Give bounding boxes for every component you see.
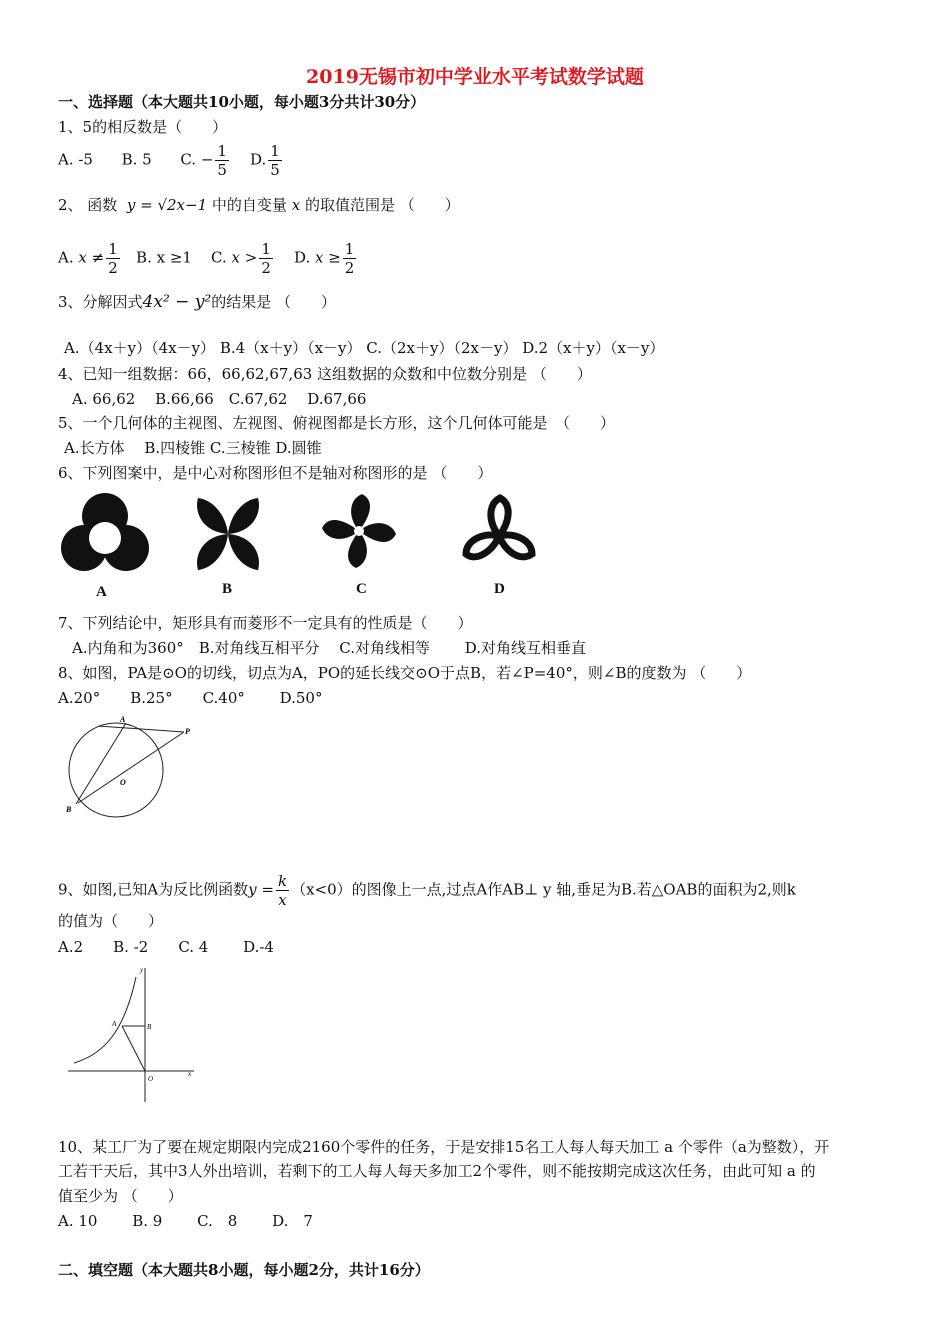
q3-options: A.（4x＋y）（4x－y） B.4（x＋y）（x－y） C.（2x＋y）（2x－y） D.2（x＋y）（x－y）: [64, 339, 665, 357]
q2-options: A. x ≠ $\frac{1}{2}$ B. x ≥1 C. x > $\frac{1}{2}$ D. x ≥ $\frac{1}{2}$: [58, 240, 355, 277]
q6-figure-a: [60, 490, 150, 580]
point-label-p: P: [185, 727, 190, 736]
q4-stem: 4、已知一组数据：66，66,62,67,63 这组数据的众数和中位数分别是 （ ）: [58, 365, 592, 383]
q10-line3: 值至少为 （ ）: [58, 1187, 183, 1205]
q6-figure-d: [458, 492, 540, 572]
fraction: $\frac{1}{2}$: [344, 240, 355, 277]
fraction: $\frac{k}{x}$: [277, 872, 288, 909]
q2-function: y = √2x−1: [126, 196, 208, 214]
fraction: $\frac{1}{5}$: [217, 142, 227, 179]
point-label-b: B: [147, 1023, 152, 1031]
point-label-a: A: [120, 715, 126, 724]
q9-stem-line2: 的值为（ ）: [58, 912, 164, 930]
q1-option-c-sign: −: [200, 150, 214, 169]
q5-stem: 5、一个几何体的主视图、左视图、俯视图都是长方形，这个几何体可能是 （ ）: [58, 414, 616, 432]
axis-label-y: y: [140, 966, 144, 974]
q6-label-b: B: [222, 581, 233, 597]
axis-label-x: x: [188, 1070, 192, 1078]
fraction: $\frac{1}{2}$: [261, 240, 271, 277]
q6-label-c: C: [356, 581, 367, 597]
q9-options: A.2 B. -2 C. 4 D.-4: [58, 938, 274, 956]
q6-figure-c: [318, 490, 400, 572]
q1-option-b: B. 5: [121, 150, 152, 169]
q6-label-a: A: [96, 584, 107, 600]
q6-label-d: D: [494, 581, 505, 597]
q8-stem: 8、如图，PA是⊙O的切线，切点为A，PO的延长线交⊙O于点B，若∠P=40°，则∠B的度数为 （ ）: [58, 664, 752, 682]
q7-stem: 7、下列结论中，矩形具有而菱形不一定具有的性质是（ ）: [58, 614, 473, 632]
point-label-a: A: [112, 1020, 117, 1028]
q9-graph: [64, 962, 200, 1104]
q3-stem: 3、分解因式4x² − y²的结果是 （ ）: [58, 292, 337, 312]
q1-options: [58, 142, 284, 179]
q7-options: A.内角和为360° B.对角线互相平分 C.对角线相等 D.对角线互相垂直: [72, 639, 587, 657]
q10-line1: 10、某工厂为了要在规定期限内完成2160个零件的任务，于是安排15名工人每人每天加工 a 个零件（a为整数），开: [58, 1138, 830, 1156]
fraction: $\frac{1}{2}$: [108, 240, 118, 277]
q8-circle-diagram: [60, 712, 210, 824]
page-title: 2019无锡市初中学业水平考试数学试题: [306, 66, 644, 88]
q6-stem: 6、下列图案中，是中心对称图形但不是轴对称图形的是 （ ）: [58, 464, 493, 482]
q1-stem: 1、5的相反数是（ ）: [58, 118, 228, 136]
section-1-heading: 一、选择题（本大题共10小题，每小题3分共计30分）: [58, 93, 426, 111]
q1-option-a: A. -5: [58, 150, 93, 169]
q1-option-d: D.: [250, 150, 267, 169]
section-2-heading: 二、填空题（本大题共8小题，每小题2分，共计16分）: [58, 1261, 430, 1279]
q6-figure-b: [192, 494, 264, 574]
fraction: $\frac{1}{5}$: [270, 142, 280, 179]
point-label-b: B: [66, 805, 72, 814]
q5-options: A.长方体 B.四棱锥 C.三棱锥 D.圆锥: [64, 439, 322, 457]
q4-options: A. 66,62 B.66,66 C.67,62 D.67,66: [72, 390, 367, 408]
point-label-o: O: [120, 778, 126, 787]
q10-options: A. 10 B. 9 C. 8 D. 7: [58, 1212, 313, 1230]
q10-line2: 工若干天后，其中3人外出培训，若剩下的工人每人每天多加工2个零件，则不能按期完成这次任务，由此可知 a 的: [58, 1162, 816, 1180]
q8-options: A.20° B.25° C.40° D.50°: [58, 689, 323, 707]
q9-stem: 9、如图,已知A为反比例函数y = $\frac{k}{x}$ （x<0）的图像上一点,过点A作AB⊥ y 轴,垂足为B.若△OAB的面积为2,则k: [58, 872, 796, 909]
point-label-o: O: [148, 1075, 154, 1083]
q1-option-c: C.: [180, 150, 197, 169]
q2-stem: 2、 函数 y = √2x−1 中的自变量 x 的取值范围是 （ ）: [58, 196, 460, 214]
q3-expression: 4x² − y²: [142, 292, 212, 312]
